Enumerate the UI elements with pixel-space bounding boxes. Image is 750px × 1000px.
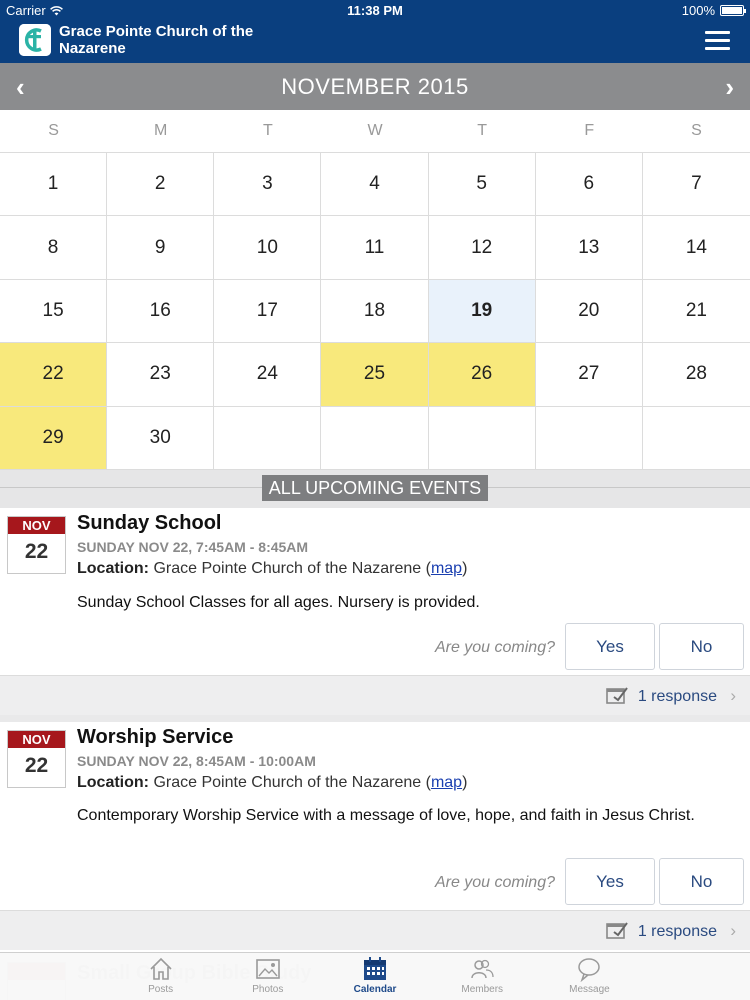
calendar-day-6[interactable]: 6 <box>536 153 643 216</box>
location-value: Grace Pointe Church of the Nazarene <box>153 560 422 577</box>
responses-row[interactable] <box>0 675 750 715</box>
weekday-label: T <box>477 122 488 139</box>
event-title: Sunday School <box>77 512 222 534</box>
responses-count: 1 response <box>637 688 717 705</box>
prev-month-button[interactable]: ‹ <box>16 72 25 102</box>
calendar-day-27[interactable]: 27 <box>536 343 643 406</box>
weekday-label: F <box>584 122 595 139</box>
tab-message[interactable] <box>536 952 643 1000</box>
calendar-day-29[interactable]: 29 <box>0 407 107 470</box>
battery-icon <box>720 5 744 16</box>
tab-members[interactable] <box>429 952 536 1000</box>
calendar-day-empty <box>214 407 321 470</box>
calendar-day-8[interactable]: 8 <box>0 216 107 279</box>
status-bar <box>0 0 750 20</box>
event-day: 22 <box>24 754 49 777</box>
responses-row[interactable] <box>0 910 750 950</box>
tab-label: Posts <box>148 984 174 995</box>
calendar-day-12[interactable]: 12 <box>429 216 536 279</box>
calendar-day-16[interactable]: 16 <box>107 280 214 343</box>
tab-label: Photos <box>252 984 284 995</box>
weekday-label: S <box>48 122 59 139</box>
calendar-day-9[interactable]: 9 <box>107 216 214 279</box>
rsvp-no-button[interactable]: No <box>659 858 744 905</box>
tab-bar-items <box>107 952 643 1000</box>
rsvp-no-button[interactable]: No <box>659 623 744 670</box>
app-header <box>0 20 750 63</box>
upcoming-events-header <box>0 470 750 508</box>
carrier-label: Carrier <box>6 3 46 18</box>
tab-calendar[interactable] <box>321 952 428 1000</box>
calendar-day-20[interactable]: 20 <box>536 280 643 343</box>
event-date-badge <box>7 516 66 574</box>
calendar-check-icon <box>606 685 628 705</box>
event-description: Contemporary Worship Service with a message of love, hope, and faith in Jesus Christ. <box>77 807 695 824</box>
calendar-day-19[interactable]: 19 <box>429 280 536 343</box>
rsvp-prompt: Are you coming? <box>434 639 555 656</box>
event-day: 22 <box>24 540 49 563</box>
calendar-day-25[interactable]: 25 <box>321 343 428 406</box>
chevron-right-icon: › <box>730 921 736 940</box>
status-time: 11:38 PM <box>347 3 403 18</box>
message-icon <box>576 956 602 982</box>
calendar-day-13[interactable]: 13 <box>536 216 643 279</box>
weekday-label: M <box>154 122 168 139</box>
calendar-day-26[interactable]: 26 <box>429 343 536 406</box>
responses-count: 1 response <box>637 923 717 940</box>
calendar-day-21[interactable]: 21 <box>643 280 750 343</box>
church-logo-icon <box>19 24 51 56</box>
calendar-day-11[interactable]: 11 <box>321 216 428 279</box>
calendar-icon <box>362 956 388 982</box>
rsvp-prompt: Are you coming? <box>434 874 555 891</box>
calendar-day-5[interactable]: 5 <box>429 153 536 216</box>
tab-label: Message <box>569 984 610 995</box>
chevron-right-icon: › <box>730 686 736 705</box>
calendar-day-15[interactable]: 15 <box>0 280 107 343</box>
event-description: Sunday School Classes for all ages. Nursery is provided. <box>77 594 480 611</box>
event-date-badge <box>7 730 66 788</box>
month-title: NOVEMBER 2015 <box>281 74 469 99</box>
next-month-button[interactable]: › <box>725 72 734 102</box>
photo-icon <box>255 956 281 982</box>
calendar-day-empty <box>429 407 536 470</box>
calendar-day-3[interactable]: 3 <box>214 153 321 216</box>
event-month: NOV <box>8 731 65 748</box>
event-title: Worship Service <box>77 726 234 748</box>
event-month: NOV <box>8 517 65 534</box>
calendar-day-10[interactable]: 10 <box>214 216 321 279</box>
weekday-label: W <box>367 122 383 139</box>
calendar-day-7[interactable]: 7 <box>643 153 750 216</box>
rsvp-yes-button[interactable]: Yes <box>565 858 655 905</box>
members-icon <box>469 956 495 982</box>
tab-label: Calendar <box>353 984 397 995</box>
tab-photos[interactable] <box>214 952 321 1000</box>
location-label: Location: <box>77 560 149 577</box>
calendar-day-17[interactable]: 17 <box>214 280 321 343</box>
location-label: Location: <box>77 774 149 791</box>
event-time: SUNDAY NOV 22, 8:45AM - 10:00AM <box>77 753 316 769</box>
home-icon <box>148 956 174 982</box>
calendar-day-18[interactable]: 18 <box>321 280 428 343</box>
calendar-day-empty <box>321 407 428 470</box>
calendar-day-1[interactable]: 1 <box>0 153 107 216</box>
weekday-label: T <box>262 122 273 139</box>
event-card[interactable] <box>0 508 750 713</box>
month-header <box>0 63 750 110</box>
calendar-day-2[interactable]: 2 <box>107 153 214 216</box>
calendar-day-30[interactable]: 30 <box>107 407 214 470</box>
map-link[interactable]: map <box>430 774 463 791</box>
calendar-day-14[interactable]: 14 <box>643 216 750 279</box>
weekday-label: S <box>691 122 702 139</box>
calendar-day-22[interactable]: 22 <box>0 343 107 406</box>
tab-label: Members <box>461 984 504 995</box>
calendar-day-28[interactable]: 28 <box>643 343 750 406</box>
calendar-day-4[interactable]: 4 <box>321 153 428 216</box>
calendar-check-icon <box>606 920 628 940</box>
weekday-header <box>0 110 750 153</box>
event-location: Location: Grace Pointe Church of the Nazarene (map) <box>77 774 468 791</box>
battery-percent: 100% <box>681 3 715 18</box>
map-link[interactable]: map <box>430 560 463 577</box>
event-location: Location: Grace Pointe Church of the Nazarene (map) <box>77 560 468 577</box>
rsvp-yes-button[interactable]: Yes <box>565 623 655 670</box>
status-right <box>682 3 744 18</box>
tab-posts[interactable] <box>107 952 214 1000</box>
event-card[interactable] <box>0 722 750 952</box>
calendar-day-24[interactable]: 24 <box>214 343 321 406</box>
menu-icon[interactable] <box>705 31 730 51</box>
calendar-day-empty <box>643 407 750 470</box>
calendar-day-23[interactable]: 23 <box>107 343 214 406</box>
calendar-grid <box>0 153 750 470</box>
calendar-day-empty <box>536 407 643 470</box>
app-title: Grace Pointe Church of the Nazarene <box>59 23 254 57</box>
section-label: ALL UPCOMING EVENTS <box>262 475 488 501</box>
event-time: SUNDAY NOV 22, 7:45AM - 8:45AM <box>77 539 309 555</box>
location-value: Grace Pointe Church of the Nazarene <box>153 774 422 791</box>
